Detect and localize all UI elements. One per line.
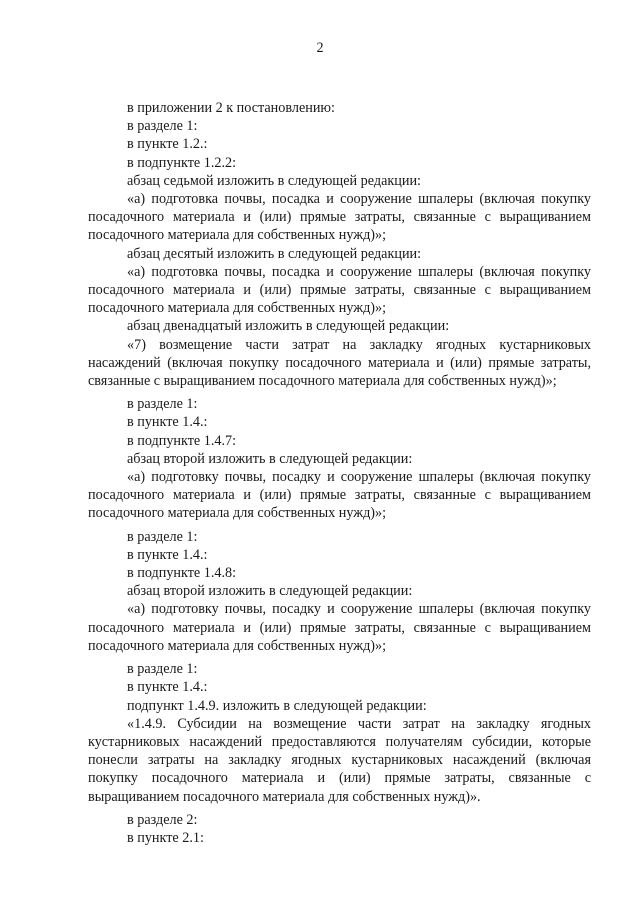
paragraph: в подпункте 1.2.2:: [127, 154, 237, 171]
paragraph: абзац двенадцатый изложить в следующей редакции:: [127, 318, 450, 335]
amendment-text: «1.4.9. Субсидии на возмещение части затрат на закладку ягодных кустарниковых насаждений предоставляются получателям субсидии, которые понесли затраты на закладку ягодных кустарниковых насаждений (включая покупку посадочного материала и (или) прямые затраты, связанные с выращиванием посадочного материала для собственных нужд)».: [88, 715, 591, 805]
paragraph: в разделе 2:: [127, 811, 198, 828]
paragraph: в пункте 1.2.:: [127, 136, 208, 153]
amendment-text: «а) подготовка почвы, посадка и сооружение шпалеры (включая покупку посадочного материала и (или) прямые затраты, связанные с выращиванием посадочного материала для собственных нужд)»;: [88, 191, 591, 244]
page-number: 2: [316, 40, 324, 56]
document-body: [88, 99, 591, 847]
amendment-text: «а) подготовку почвы, посадку и сооружение шпалеры (включая покупку посадочного материала и (или) прямые затраты, связанные с выращиванием посадочного материала для собственных нужд)»;: [88, 469, 591, 522]
amendment-text: «а) подготовку почвы, посадку и сооружение шпалеры (включая покупку посадочного материала и (или) прямые затраты, связанные с выращиванием посадочного материала для собственных нужд)»;: [88, 601, 591, 654]
paragraph: в приложении 2 к постановлению:: [127, 100, 335, 116]
paragraph: подпункт 1.4.9. изложить в следующей редакции:: [127, 697, 427, 714]
paragraph: в пункте 1.4.:: [127, 679, 208, 696]
paragraph: абзац десятый изложить в следующей редакции:: [127, 245, 422, 262]
paragraph: в пункте 2.1:: [127, 829, 204, 846]
amendment-text: «7) возмещение части затрат на закладку ягодных кустарниковых насаждений (включая покупку посадочного материала и (или) прямые затраты, связанные с выращиванием посадочного материала для собственных нужд)»;: [88, 336, 591, 390]
paragraph: в разделе 1:: [127, 118, 198, 135]
paragraph: в подпункте 1.4.7:: [127, 432, 237, 449]
paragraph: в разделе 1:: [127, 528, 198, 545]
paragraph: в пункте 1.4.:: [127, 414, 208, 431]
paragraph: в разделе 1:: [127, 396, 198, 413]
paragraph: в разделе 1:: [127, 661, 198, 678]
paragraph: абзац седьмой изложить в следующей редакции:: [127, 172, 422, 189]
paragraph: в пункте 1.4.:: [127, 546, 208, 563]
paragraph: в подпункте 1.4.8:: [127, 565, 237, 582]
paragraph: абзац второй изложить в следующей редакции:: [127, 583, 413, 600]
paragraph: абзац второй изложить в следующей редакции:: [127, 450, 413, 467]
amendment-text: «а) подготовка почвы, посадка и сооружение шпалеры (включая покупку посадочного материала и (или) прямые затраты, связанные с выращиванием посадочного материала для собственных нужд)»;: [88, 263, 591, 317]
